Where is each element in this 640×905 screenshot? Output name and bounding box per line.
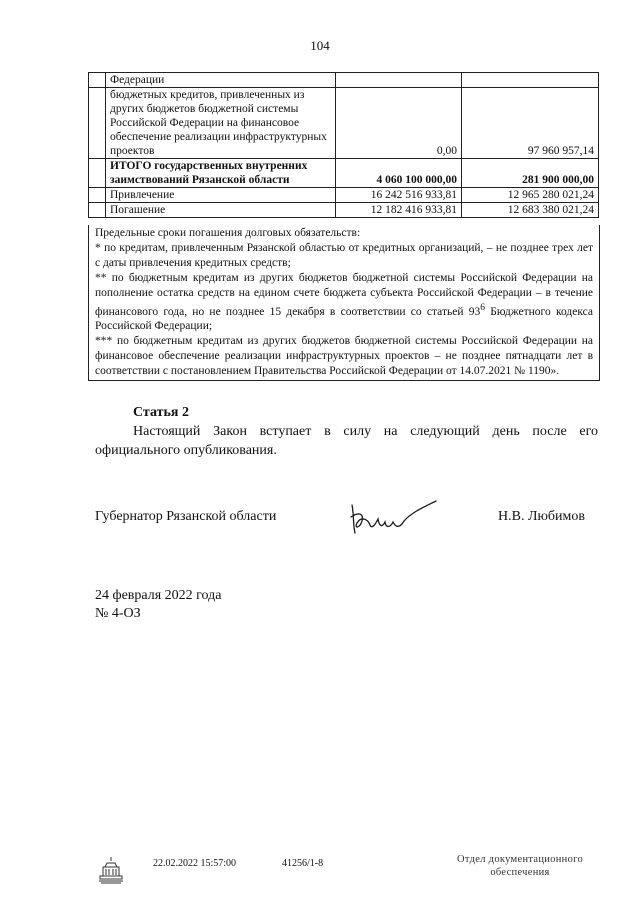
dept-stamp-line1: Отдел документационного: [456, 854, 584, 865]
note2-superscript: 6: [480, 301, 486, 313]
emblem-stamp-icon: [97, 855, 125, 885]
note-credit-organizations: * по кредитам, привлеченным Рязанской областью от кредитных организаций, – не позднее трех лет с даты привлечения кредитных средств;: [95, 241, 593, 269]
repayment-notes: [88, 225, 600, 381]
row-label: ИТОГО государственных внутренних заимствований Рязанской области: [106, 159, 336, 188]
row-label: бюджетных кредитов, привлеченных из других бюджетов бюджетной системы Российской Федерации на финансовое обеспечение реализации инфраструктурных проектов: [106, 88, 336, 159]
value-2023: 12 965 280 021,24: [462, 188, 599, 203]
dept-stamp-line2: обеспечения: [490, 867, 550, 878]
value-2022: 12 182 416 933,81: [336, 203, 462, 218]
note-infrastructure-credits: *** по бюджетным кредитам из других бюджетов бюджетной системы Российской Федерации на финансовое обеспечение реализации инфраструктурных проектов – не позднее пятнадцати лет в соответствии с постановлением Правительства Российской Федерации от 14.07.2021 № 1190».: [95, 335, 593, 377]
law-number: № 4-ОЗ: [95, 606, 141, 621]
note2-tail: Бюджетного кодекса Российской Федерации;: [95, 305, 593, 333]
article-title: Статья 2: [133, 405, 189, 420]
table-row: [89, 203, 599, 218]
page-number: 104: [310, 38, 330, 53]
value-2023: 281 900 000,00: [462, 159, 599, 188]
row-label: Привлечение: [106, 188, 336, 203]
table-row: [89, 88, 599, 159]
note-budget-credits-balance: [95, 271, 593, 334]
value-2022: 16 242 516 933,81: [336, 188, 462, 203]
value-2022: 4 060 100 000,00: [336, 159, 462, 188]
table-row: [89, 188, 599, 203]
borrowing-table: [88, 72, 599, 218]
value-2023: 12 683 380 021,24: [462, 203, 599, 218]
governor-name: Н.В. Любимов: [498, 509, 585, 524]
value-2023: [462, 73, 599, 88]
footer-code: 41256/1-8: [282, 858, 324, 869]
value-2023: 97 960 957,14: [462, 88, 599, 159]
value-2022: [336, 73, 462, 88]
signature-icon: [348, 495, 440, 537]
note2-text: ** по бюджетным кредитам из других бюджетов бюджетной системы Российской Федерации на пополнение остатка средств на едином счете бюджета субъекта Российской Федерации – в течение финансового года, но не позднее 15 декабря в соответствии со статьей 93: [95, 271, 593, 318]
value-2022: 0,00: [336, 88, 462, 159]
governor-title: Губернатор Рязанской области: [95, 509, 277, 524]
department-stamp: [450, 853, 590, 879]
article-text: Настоящий Закон вступает в силу на следующий день после его официального опубликования.: [95, 424, 598, 458]
row-label: Федерации: [106, 73, 336, 88]
row-label: Погашение: [106, 203, 336, 218]
table-row-total: [89, 159, 599, 188]
notes-intro: Предельные сроки погашения долговых обязательств:: [95, 227, 361, 239]
table-row: [89, 73, 599, 88]
footer-timestamp: 22.02.2022 15:57:00: [153, 858, 237, 869]
signing-date: 24 февраля 2022 года: [95, 588, 222, 603]
